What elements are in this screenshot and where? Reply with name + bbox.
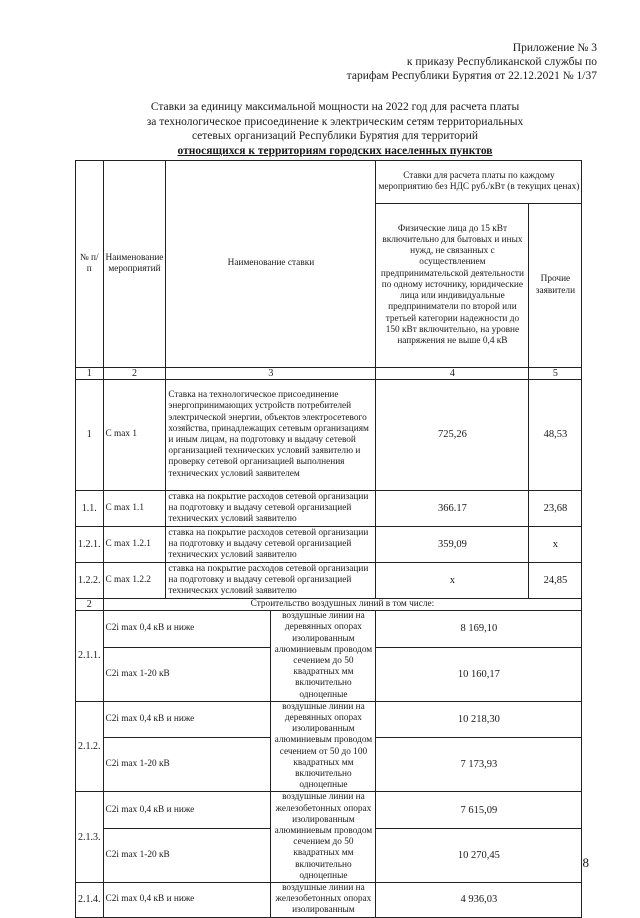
row-value-individuals: 366.17 [376,491,529,527]
index-cell: 3 [166,368,376,380]
row-value-other: 23,68 [529,491,582,527]
row-value: 7 615,09 [376,792,582,829]
row-code: C2i max 1-20 кВ [103,647,271,701]
header-row-1 [76,161,582,204]
appendix-number: Приложение № 3 [512,42,597,54]
row-value-other: 48,53 [529,380,582,491]
row-number: 1.1. [76,491,104,527]
row-rate-name: Ставка на технологическое присоединение энергопринимающих устройств потребителей электрической энергии, объектов электросетевого хозяйства, принадлежащих сетевым организациям и иным лицам, на подготовку и выдачу сетевой организацией технических условий заявителю и проверку сетевой организацией выполнения технических условий заявителем [166,380,376,491]
table-row [76,527,582,563]
order-date: тарифам Республики Бурятия от 22.12.2021 № 1/37 [346,70,597,82]
title-line-1: Ставки за единицу максимальной мощности на 2022 год для расчета платы [150,101,520,113]
row-code: C max 1.2.1 [103,527,166,563]
row-value: 7 173,93 [376,738,582,792]
row-rate-name: ставка на покрытие расходов сетевой организации на подготовку и выдачу сетевой организацией технических условий заявителю [166,563,376,599]
row-code: C2i max 0,4 кВ и ниже [103,883,271,918]
row-rate-name: ставка на покрытие расходов сетевой организации на подготовку и выдачу сетевой организацией технических условий заявителю [166,527,376,563]
row-value: 10 160,17 [376,647,582,701]
index-cell: 2 [103,368,166,380]
row-value-individuals: x [376,563,529,599]
row-code: C max 1.2.2 [103,563,166,599]
title-line-3: сетевых организаций Республики Бурятия для территорий [191,130,479,142]
title-line-2: за технологическое присоединение к электрическим сетям территориальных [146,115,524,128]
group-description: воздушные линии на железобетонных опорах изолированным алюминиевым проводом сечением до 50 квадратных мм включительно одноцепные [271,792,376,883]
table-row [76,380,582,491]
row-code: C max 1.1 [103,491,166,527]
row-value-individuals: 725,26 [376,380,529,491]
group-number: 2.1.2. [76,701,104,792]
group-description: воздушные линии на деревянных опорах изолированным алюминиевым проводом сечением до 50 квадратных мм включительно одноцепные [271,611,376,702]
table-row [76,491,582,527]
row-number: 1 [76,380,104,491]
table-row [76,563,582,599]
row-value-other: 24,85 [529,563,582,599]
row-code: C2i max 0,4 кВ и ниже [103,701,271,738]
group-description: воздушные линии на железобетонных опорах изолированным [271,883,376,918]
row-rate-name: ставка на покрытие расходов сетевой организации на подготовку и выдачу сетевой организацией технических условий заявителю [166,491,376,527]
col-num-header: № п/п [76,161,104,368]
appendix-header [347,41,597,83]
section-number: 2 [76,599,104,611]
col-other-header: Прочие заявители [529,204,582,368]
table-row [76,792,582,829]
table-row [76,701,582,738]
row-value: 10 270,45 [376,828,582,882]
row-value: 8 169,10 [376,611,582,648]
group-number: 2.1.4. [76,883,104,918]
row-value: 10 218,30 [376,701,582,738]
rates-table [75,160,582,918]
table-row [76,883,582,918]
index-cell: 4 [376,368,529,380]
row-number: 1.2.1. [76,527,104,563]
row-value: 4 936,03 [376,883,582,918]
section-title: Строительство воздушных линий в том числе: [103,599,582,611]
index-cell: 5 [529,368,582,380]
group-number: 2.1.1. [76,611,104,702]
col-individuals-header: Физические лица до 15 кВт включительно для бытовых и иных нужд, не связанных с осуществлением предпринимательской деятельности по одному источнику, юридические лица или индивидуальные предприниматели по второй или третьей категории надежности до 150 кВт включительно, на уровне напряжения не выше 0,4 кВ [376,204,529,368]
table-row [76,611,582,648]
title-line-4: относящихся к территориям городских населенных пунктов [177,144,493,157]
index-row [76,368,582,380]
row-value-other: x [529,527,582,563]
col-rates-group-header: Ставки для расчета платы по каждому мероприятию без НДС руб./кВт (в текущих ценах) [376,161,582,204]
row-code: C2i max 0,4 кВ и ниже [103,611,271,648]
group-description: воздушные линии на деревянных опорах изолированным алюминиевым проводом сечением от 50 до 100 квадратных мм включительно одноцепные [271,701,376,792]
document-title [95,100,575,158]
row-number: 1.2.2. [76,563,104,599]
index-cell: 1 [76,368,104,380]
row-code: C2i max 0,4 кВ и ниже [103,792,271,829]
row-code: C max 1 [103,380,166,491]
row-code: C2i max 1-20 кВ [103,738,271,792]
col-rate-name-header: Наименование ставки [166,161,376,368]
section-row [76,599,582,611]
order-reference: к приказу Республиканской службы по [406,56,597,68]
row-value-individuals: 359,09 [376,527,529,563]
group-number: 2.1.3. [76,792,104,883]
col-measure-header: Наименование мероприятий [103,161,166,368]
page-number: 8 [582,855,589,870]
row-code: C2i max 1-20 кВ [103,828,271,882]
